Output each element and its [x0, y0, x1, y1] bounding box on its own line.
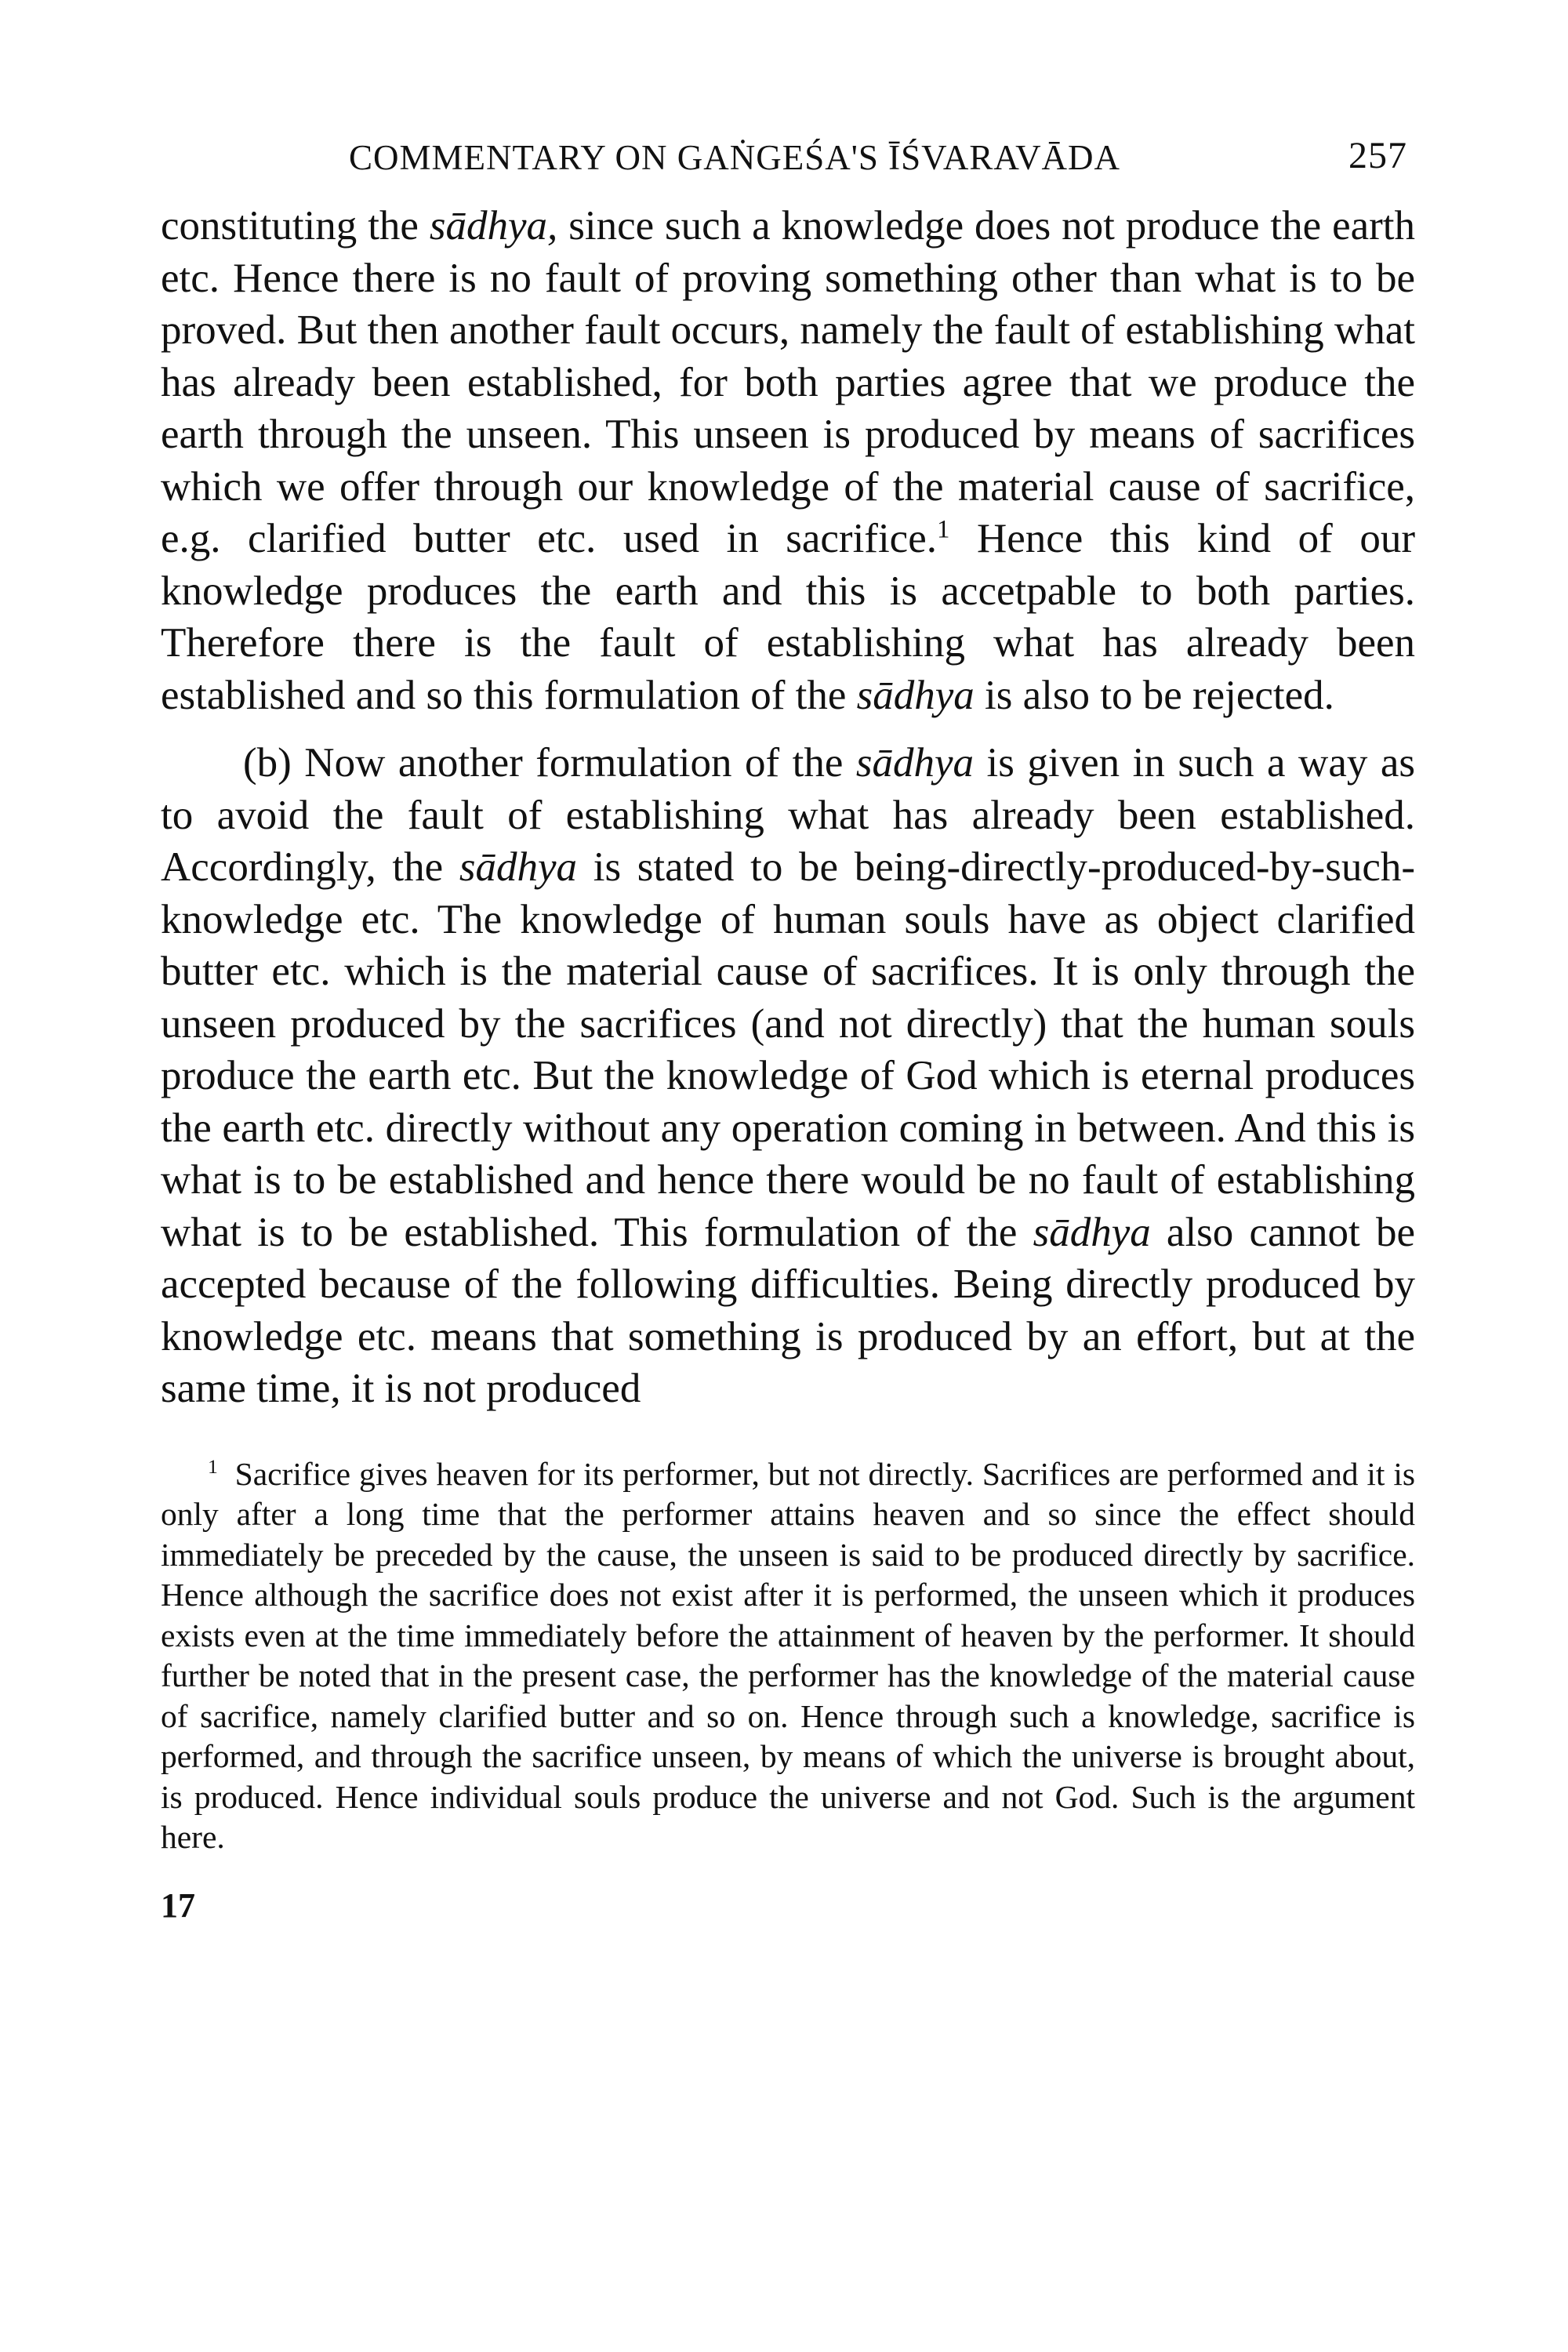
running-head-title: COMMENTARY ON GAṄGEŚA'S ĪŚVARAVĀDA [349, 138, 1121, 177]
signature-mark: 17 [161, 1886, 195, 1925]
paragraph-b-text-2: is given in such a way as to avoid the fault of establishing what has already been established. Accordingly, the [161, 740, 1415, 890]
term-sadhya: sādhya [459, 844, 578, 890]
footnote-reference: 1 [936, 515, 950, 544]
footnotes [161, 1454, 1415, 1858]
paragraph-b-text-4: also cannot be accepted because of the following difficulties. Being directly produced by knowledge etc. means that something is produced by an effort, but at the same time, it is not produced [161, 1209, 1416, 1411]
paragraph-a-text-3: Hence this kind of our knowledge produces the earth and this is accetpable to both parties. Therefore there is the fault of establishing what has already been established and so this formulation of the [161, 516, 1416, 718]
footnote-text: Sacrifice gives heaven for its performer, but not directly. Sacrifices are performed and it is only after a long time that the performer attains heaven and so since the effect should immediately be preceded by the cause, the unseen is said to be produced directly by sacrifice. Hence although the sacrifice does not exist after it is performed, the unseen which it produces exists even at the time immediately before the attainment of heaven by the performer. It should further be noted that in the present case, the performer has the knowledge of the material cause of sacrifice, namely clarified butter and so on. Hence through such a knowledge, sacrifice is performed, and through the sacrifice unseen, by means of which the universe is brought about, is produced. Hence individual souls produce the universe and not God. Such is the argument here. [161, 1455, 1415, 1855]
term-sadhya: sādhya [1033, 1209, 1151, 1255]
term-sadhya: sādhya [855, 740, 975, 786]
paragraph-b [161, 737, 1415, 1415]
paragraph-a-text-1: constituting the [161, 203, 430, 249]
term-sadhya: sādhya [856, 672, 975, 718]
paragraph-b-text-1: (b) Now another formulation of the [243, 740, 856, 786]
paragraph-a [161, 200, 1415, 721]
body-text [161, 200, 1415, 1415]
paragraph-a-text-4: is also to be rejected. [974, 672, 1334, 718]
page-number: 257 [1348, 135, 1407, 176]
footnote-marker: 1 [208, 1454, 218, 1478]
footnote-1 [161, 1454, 1415, 1858]
paragraph-a-text-2: since such a knowledge does not produce the earth etc. Hence there is no fault of proving something other than what is to be proved. But then another fault occurs, namely the fault of establishing what has already been established, for both parties agree that we produce the earth through the unseen. This unseen is produced by means of sacrifices which we offer through our knowledge of the material cause of sacrifice, e.g. clarified butter etc. used in sacrifice. [161, 203, 1415, 561]
book-page [161, 137, 1415, 2301]
running-head [161, 137, 1415, 192]
term-sadhya: sādhya, [429, 203, 558, 249]
paragraph-b-text-3: is stated to be being-directly-produced-by-such-knowledge etc. The knowledge of human souls have as object clarified butter etc. which is the material cause of sacrifices. It is only through the unseen produced by the sacrifices (and not directly) that the human souls produce the earth etc. But the knowledge of God which is eternal produces the earth etc. directly without any operation coming in between. And this is what is to be established and hence there would be no fault of establishing what is to be established. This formulation of the [161, 844, 1415, 1255]
